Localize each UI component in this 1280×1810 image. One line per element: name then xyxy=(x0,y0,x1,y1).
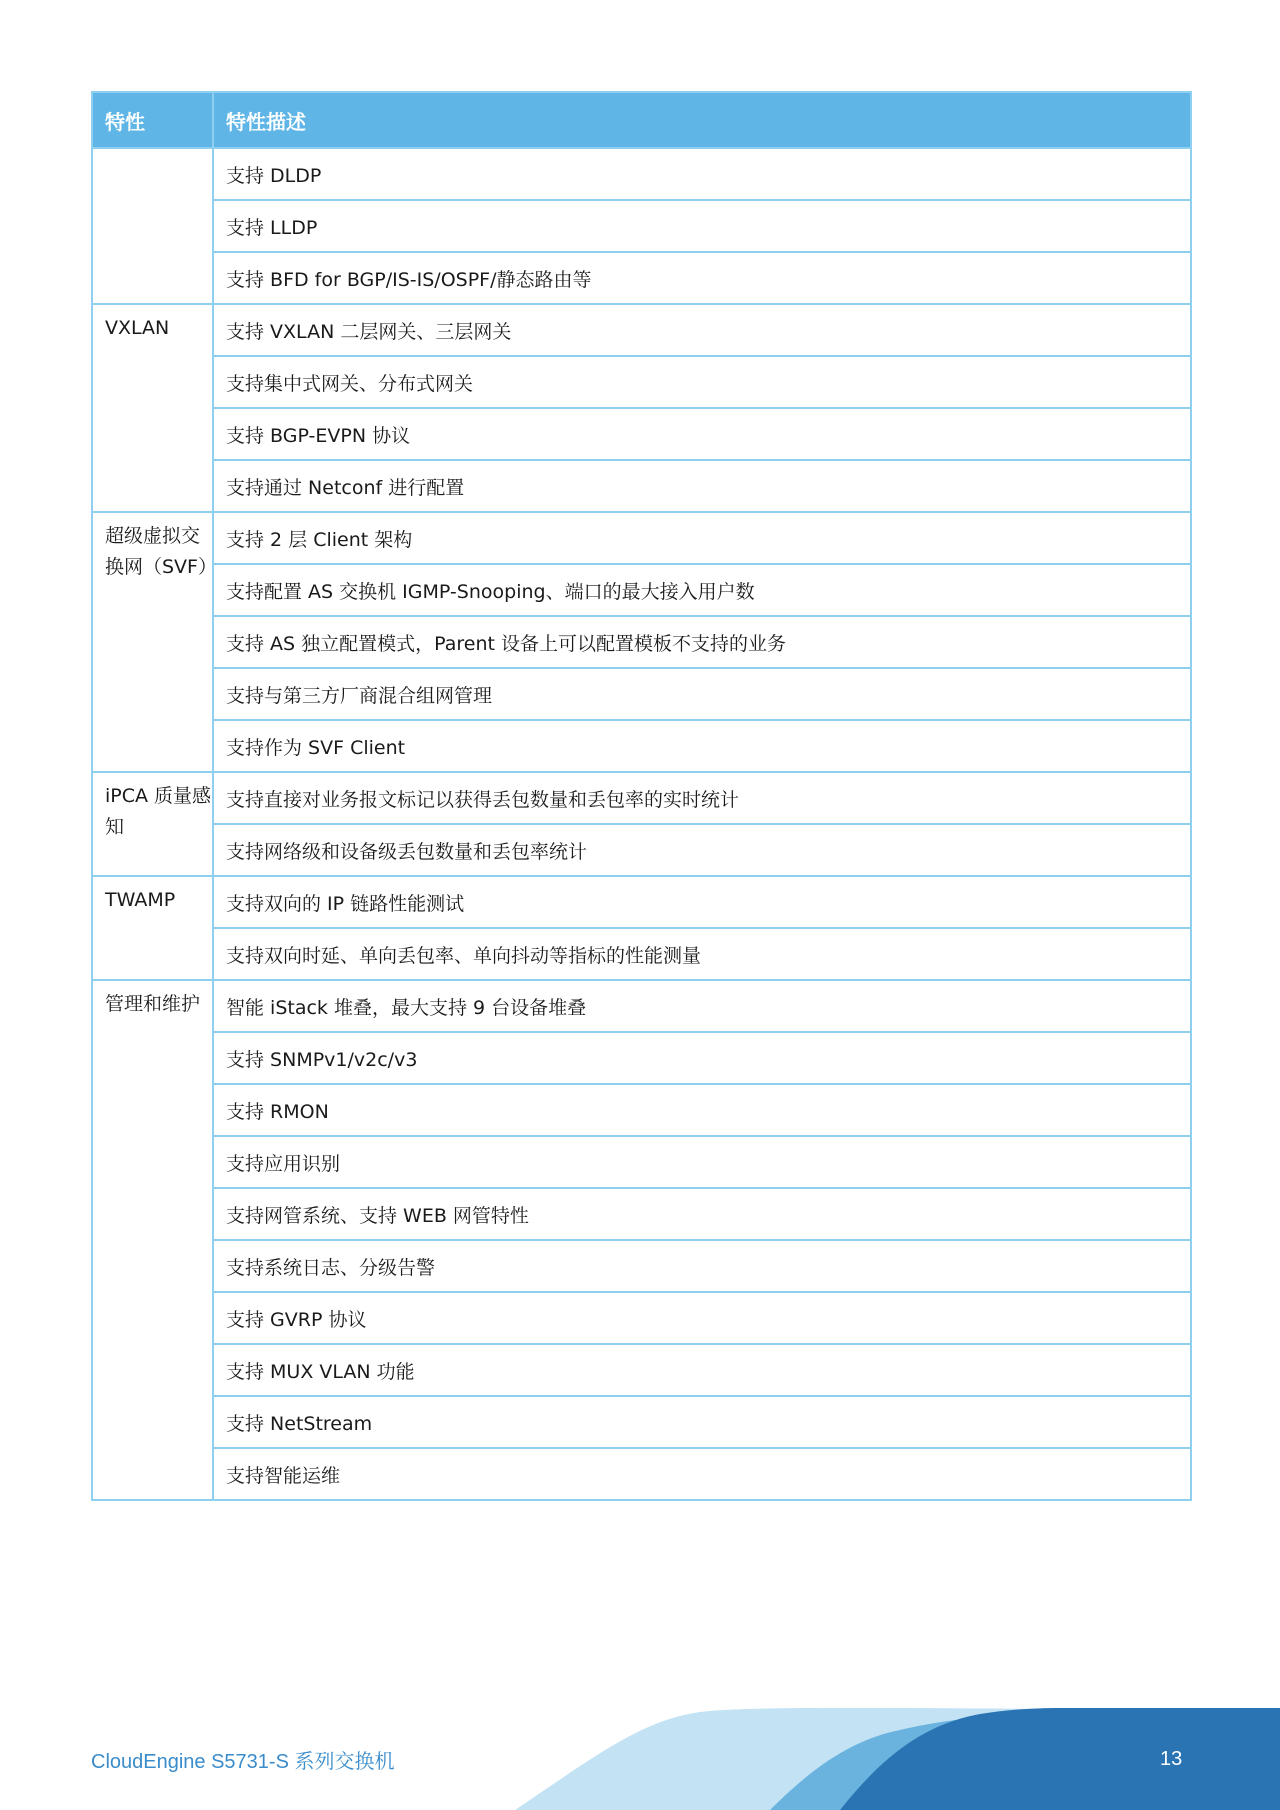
table-row xyxy=(92,200,1191,252)
table-row xyxy=(92,616,1191,668)
header-description: 特性描述 xyxy=(213,92,1191,148)
table-row xyxy=(92,980,1191,1032)
table-body xyxy=(92,148,1191,1500)
description-cell: 支持通过 Netconf 进行配置 xyxy=(213,460,1191,512)
description-cell: 支持作为 SVF Client xyxy=(213,720,1191,772)
description-cell: 支持双向的 IP 链路性能测试 xyxy=(213,876,1191,928)
footer-product-title: CloudEngine S5731-S 系列交换机 xyxy=(91,1751,395,1773)
table-header-row xyxy=(92,92,1191,148)
table-row xyxy=(92,564,1191,616)
description-cell: 支持 2 层 Client 架构 xyxy=(213,512,1191,564)
description-cell: 支持集中式网关、分布式网关 xyxy=(213,356,1191,408)
table-row xyxy=(92,148,1191,200)
description-cell: 支持网管系统、支持 WEB 网管特性 xyxy=(213,1188,1191,1240)
table-row xyxy=(92,356,1191,408)
table-row xyxy=(92,1448,1191,1500)
table-row xyxy=(92,1084,1191,1136)
table-row xyxy=(92,1188,1191,1240)
table-row xyxy=(92,1344,1191,1396)
table-row xyxy=(92,772,1191,824)
description-cell: 支持网络级和设备级丢包数量和丢包率统计 xyxy=(213,824,1191,876)
table-row xyxy=(92,720,1191,772)
description-cell: 支持应用识别 xyxy=(213,1136,1191,1188)
feature-label: iPCA 质量感知 xyxy=(105,785,212,838)
description-cell: 智能 iStack 堆叠，最大支持 9 台设备堆叠 xyxy=(213,980,1191,1032)
table-row xyxy=(92,460,1191,512)
table-row xyxy=(92,304,1191,356)
feature-label: 管理和维护 xyxy=(105,993,201,1015)
header-feature: 特性 xyxy=(92,92,213,148)
feature-cell xyxy=(92,512,217,772)
feature-cell xyxy=(92,980,213,1500)
table-row xyxy=(92,824,1191,876)
table-row xyxy=(92,1240,1191,1292)
page-number: 13 xyxy=(1160,1748,1183,1770)
description-cell: 支持 BGP-EVPN 协议 xyxy=(213,408,1191,460)
description-cell: 支持系统日志、分级告警 xyxy=(213,1240,1191,1292)
feature-label: 超级虚拟交换网（SVF） xyxy=(105,525,217,578)
description-cell: 支持 RMON xyxy=(213,1084,1191,1136)
table-row xyxy=(92,876,1191,928)
table-row xyxy=(92,1292,1191,1344)
description-cell: 支持 DLDP xyxy=(213,148,1191,200)
description-cell: 支持 NetStream xyxy=(213,1396,1191,1448)
feature-cell xyxy=(92,304,213,512)
description-cell: 支持 LLDP xyxy=(213,200,1191,252)
table-row xyxy=(92,512,1191,564)
description-cell: 支持 MUX VLAN 功能 xyxy=(213,1344,1191,1396)
description-cell: 支持 GVRP 协议 xyxy=(213,1292,1191,1344)
table-row xyxy=(92,408,1191,460)
description-cell: 支持直接对业务报文标记以获得丢包数量和丢包率的实时统计 xyxy=(213,772,1191,824)
description-cell: 支持 AS 独立配置模式，Parent 设备上可以配置模板不支持的业务 xyxy=(213,616,1191,668)
description-cell: 支持 BFD for BGP/IS-IS/OSPF/静态路由等 xyxy=(213,252,1191,304)
description-cell: 支持配置 AS 交换机 IGMP-Snooping、端口的最大接入用户数 xyxy=(213,564,1191,616)
feature-cell xyxy=(92,772,213,876)
spec-table xyxy=(91,91,1192,1501)
table-row xyxy=(92,1396,1191,1448)
feature-cell xyxy=(92,148,213,304)
description-cell: 支持与第三方厂商混合组网管理 xyxy=(213,668,1191,720)
feature-label: TWAMP xyxy=(105,889,176,911)
description-cell: 支持 SNMPv1/v2c/v3 xyxy=(213,1032,1191,1084)
description-cell: 支持 VXLAN 二层网关、三层网关 xyxy=(213,304,1191,356)
table-row xyxy=(92,1136,1191,1188)
table-row xyxy=(92,1032,1191,1084)
description-cell: 支持智能运维 xyxy=(213,1448,1191,1500)
feature-cell xyxy=(92,876,213,980)
description-cell: 支持双向时延、单向丢包率、单向抖动等指标的性能测量 xyxy=(213,928,1191,980)
table-row xyxy=(92,668,1191,720)
feature-label: VXLAN xyxy=(105,317,170,339)
table-row xyxy=(92,252,1191,304)
table-row xyxy=(92,928,1191,980)
